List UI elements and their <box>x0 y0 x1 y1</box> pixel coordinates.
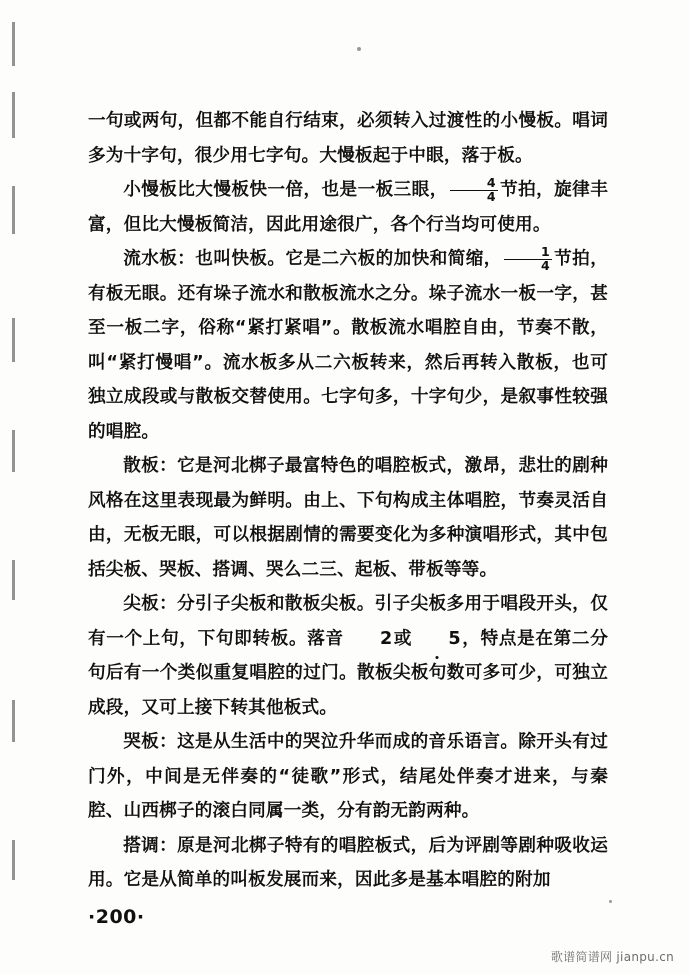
scan-edge-mark <box>12 186 15 234</box>
text-run: 流水板：也叫快板。它是二六板的加快和简缩， <box>123 249 502 269</box>
text-run: 哭板：这是从生活中的哭泣升华而成的音乐语言。除开头有过门外，中间是无伴奏的“徒歌”形式，结尾处伴奏才进来，与秦腔、山西梆子的滚白同属一类，分有韵无韵两种。 <box>88 732 608 821</box>
body-paragraph <box>88 829 608 898</box>
scan-edge-mark <box>12 700 15 742</box>
scan-edge-mark <box>12 22 15 66</box>
text-run: 尖板：分引子尖板和散板尖板。引子尖板多用于唱段开头，仅有一个上句，下句即转板。落音 <box>88 594 608 649</box>
time-signature-fraction: $\frac{1}{4}$ <box>504 246 552 273</box>
text-run: 一句或两句，但都不能自行结束，必须转入过渡性的小慢板。唱词多为十字句，很少用七字句。大慢板起于中眼，落于板。 <box>88 111 608 166</box>
page-number: 200 <box>95 906 137 928</box>
footer-dot-left: · <box>88 906 96 928</box>
body-paragraph <box>88 449 608 587</box>
body-paragraph <box>88 725 608 829</box>
text-run: 散板：它是河北梆子最富特色的唱腔板式，激昂，悲壮的剧种风格在这里表现最为鲜明。由上、下句构成主体唱腔，节奏灵活自由，无板无眼，可以根据剧情的需要变化为多种演唱形式，其中包括尖板、哭板、搭调、哭么二三、起板、带板等等。 <box>88 456 608 580</box>
watermark-text: 歌谱简谱网 jianpu.cn <box>550 950 674 964</box>
text-run: 小慢板比大慢板快一倍，也是一板三眼， <box>123 180 448 200</box>
scan-edge-mark <box>12 92 15 138</box>
time-signature-fraction: $\frac{4}{4}$ <box>450 177 498 204</box>
body-paragraph <box>88 242 608 449</box>
page-body-text <box>88 104 608 898</box>
jianpu-note: 2 <box>379 628 393 649</box>
scan-edge-mark <box>12 840 15 880</box>
scan-speck <box>609 900 612 903</box>
text-run: 节拍，有板无眼。还有垛子流水和散板流水之分。垛子流水一板一字，甚至一板二字，俗称“紧打紧唱”。散板流水唱腔自由，节奏不散，叫“紧打慢唱”。流水板多从二六板转来，然后再转入散板，也可独立成段或与散板交替使用。七字句多，十字句少，是叙事性较强的唱腔。 <box>88 249 608 442</box>
jianpu-note: 5 <box>412 622 462 657</box>
footer-dot-right: · <box>136 906 145 928</box>
text-run: ，特点是在第二分句后有一个类似重复唱腔的过门。散板尖板句数可多可少，可独立成段，又可上接下转其他板式。 <box>88 628 608 718</box>
text-run: 或 <box>393 628 413 649</box>
text-run: 节拍，旋律丰富，但比大慢板简洁，因此用途很广，各个行当均可使用。 <box>88 180 609 235</box>
page-footer <box>88 906 608 928</box>
scan-edge-mark <box>12 318 15 362</box>
scan-speck <box>357 47 361 51</box>
body-paragraph <box>88 104 608 173</box>
text-run: 搭调：原是河北梆子特有的唱腔板式，后为评剧等剧种吸收运用。它是从简单的叫板发展而来，因此多是基本唱腔的附加 <box>88 835 608 890</box>
body-paragraph <box>88 587 608 725</box>
body-paragraph <box>88 173 608 242</box>
scan-edge-mark <box>12 430 15 472</box>
scan-edge-mark <box>12 560 15 600</box>
